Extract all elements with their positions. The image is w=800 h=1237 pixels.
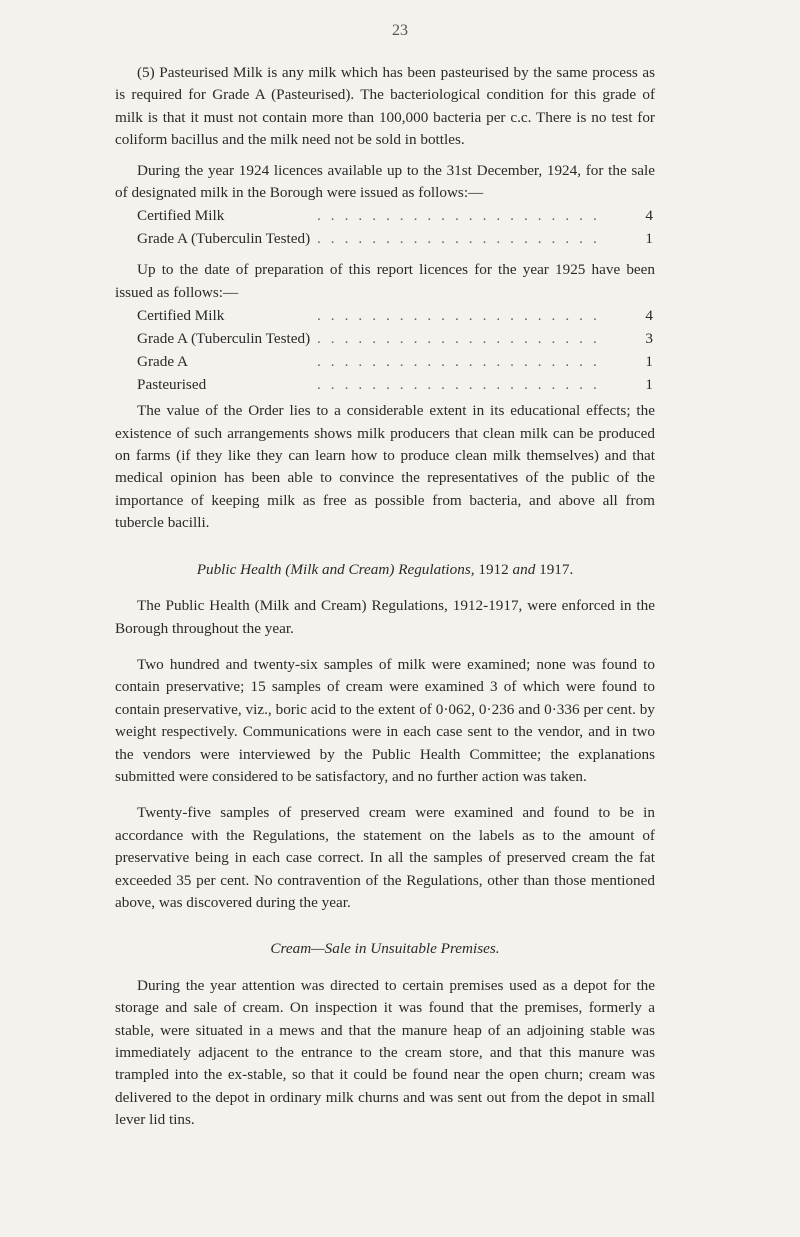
- licence-count: 3: [645, 330, 653, 348]
- heading-regulations-year2: 1917.: [539, 560, 574, 578]
- list-item: [115, 205, 655, 228]
- leader-dots: .....................: [317, 230, 607, 248]
- heading-regulations-and: and: [512, 560, 536, 578]
- licence-count: 1: [645, 353, 653, 371]
- list-item: [115, 228, 655, 251]
- list-item: [115, 305, 655, 328]
- licence-label: Pasteurised: [137, 376, 207, 394]
- leader-dots: .....................: [317, 376, 607, 394]
- licence-label: Certified Milk: [137, 207, 225, 225]
- licence-label: Grade A (Tuberculin Tested): [137, 330, 311, 348]
- licences-1925-list: [115, 305, 655, 397]
- licence-count: 1: [645, 230, 653, 248]
- list-item: [115, 328, 655, 351]
- paragraph-milk-samples: Two hundred and twenty-six samples of milk were examined; none was found to contain preservative; 15 samples of cream were examined 3 of which were found to contain preservative, viz., boric acid to the extent of 0·062, 0·236 and 0·336 per cent. by weight respectively. Communications were in each case sent to the vendor, and in two the vendors were interviewed by the Public Health Committee; the explanations submitted were considered to be satisfactory, and no further action was taken.: [115, 655, 655, 785]
- heading-cream-sale: Cream—Sale in Unsuitable Premises.: [270, 940, 500, 958]
- leader-dots: .....................: [317, 307, 607, 325]
- licences-1924-list: [115, 205, 655, 251]
- leader-dots: .....................: [317, 353, 607, 371]
- licence-count: 4: [645, 207, 653, 225]
- paragraph-pasteurised-milk: (5) Pasteurised Milk is any milk which has been pasteurised by the same process as is required for Grade A (Pasteurised). The bacteriological condition for this grade of milk is that it must not contain more than 100,000 bacteria per c.c. There is no test for coliform bacillus and the milk need not be sold in bottles.: [115, 64, 655, 149]
- paragraph-1925-licences-intro: Up to the date of preparation of this report licences for the year 1925 have been issued as follows:—: [115, 261, 655, 301]
- page-number: 23: [392, 22, 408, 39]
- licence-count: 4: [645, 307, 653, 325]
- heading-regulations-year: 1912: [478, 560, 509, 578]
- page-content: [115, 62, 655, 1132]
- licence-label: Grade A (Tuberculin Tested): [137, 230, 311, 248]
- list-item: [115, 374, 655, 397]
- licence-label: Certified Milk: [137, 307, 225, 325]
- paragraph-preserved-cream: Twenty-five samples of preserved cream were examined and found to be in accordance with the Regulations, the statement on the labels as to the amount of preservative being in each case correct. In all the samples of preserved cream the fat exceeded 35 per cent. No contravention of the Regulations, other than those mentioned above, was discovered during the year.: [115, 804, 655, 911]
- list-item: [115, 351, 655, 374]
- licence-count: 1: [645, 376, 653, 394]
- leader-dots: .....................: [317, 207, 607, 225]
- leader-dots: .....................: [317, 330, 607, 348]
- paragraph-regulations-enforced: The Public Health (Milk and Cream) Regulations, 1912-1917, were enforced in the Borough throughout the year.: [115, 597, 655, 637]
- paragraph-value-of-order: The value of the Order lies to a considerable extent in its educational effects; the existence of such arrangements shows milk producers that clean milk can be produced on farms (if they like they can learn how to produce clean milk themselves) and that medical opinion has been able to convince the representatives of the public of the importance of keeping milk as free as possible from bacteria, and above all from tubercle bacilli.: [115, 402, 655, 532]
- heading-regulations-title: Public Health (Milk and Cream) Regulations,: [196, 560, 475, 578]
- licence-label: Grade A: [137, 353, 189, 371]
- heading-milk-cream-regulations: [115, 559, 655, 581]
- paragraph-cream-depot: During the year attention was directed to certain premises used as a depot for the storage and sale of cream. On inspection it was found that the premises, formerly a stable, were situated in a mews and that the manure heap of an adjoining stable was immediately adjacent to the entrance to the cream store, and that this manure was trampled into the ex-stable, so that it could be found near the open churn; cream was delivered to the depot in ordinary milk churns and was sent out from the depot in small lever lid tins.: [115, 976, 655, 1129]
- paragraph-1924-licences-intro: During the year 1924 licences available up to the 31st December, 1924, for the sale of designated milk in the Borough were issued as follows:—: [115, 161, 655, 202]
